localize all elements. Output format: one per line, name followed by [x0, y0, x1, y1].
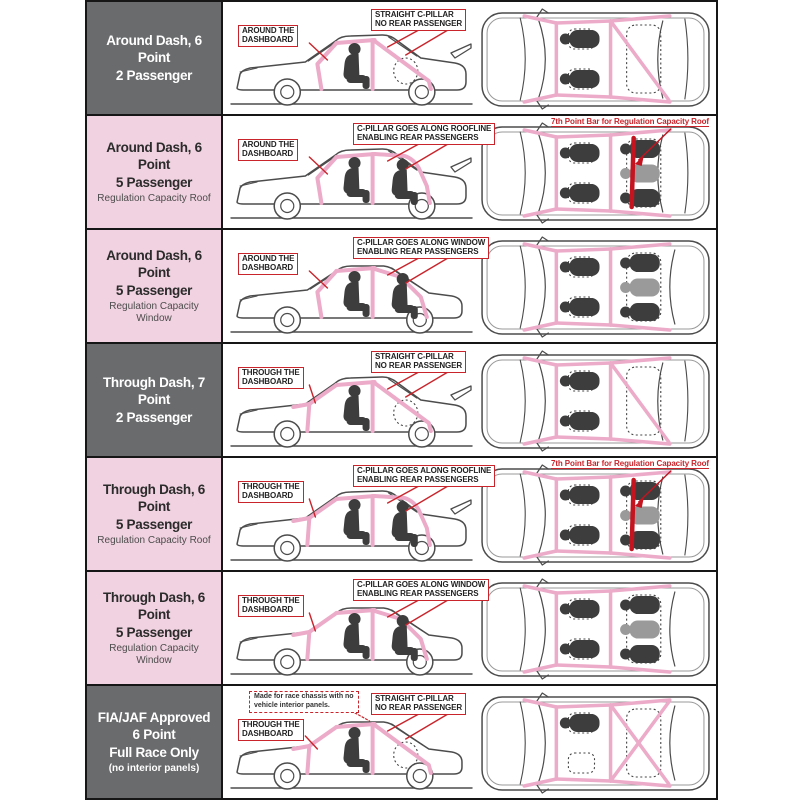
row-title-line: 2 Passenger [115, 67, 193, 83]
table-row-through-dash-6-point-5-passenger-roof [87, 458, 716, 572]
row-diagram-cell [223, 116, 716, 228]
row-label-cell [87, 686, 223, 798]
callout-line: AROUND THE [242, 140, 295, 149]
callout-line: STRAIGHT C-PILLAR [375, 10, 454, 19]
callout-line: DASHBOARD [242, 490, 294, 500]
row-title [91, 139, 217, 191]
row-title [98, 709, 210, 761]
row-title-line: 5 Passenger [115, 174, 193, 190]
callout-line: STRAIGHT C-PILLAR [375, 694, 454, 703]
callout-line: DASHBOARD [242, 604, 294, 614]
table-row-through-dash-7-point-2-passenger [87, 344, 716, 458]
c-pillar-callout [371, 351, 466, 373]
row-diagram-cell [223, 686, 716, 798]
callout-line: NO REAR PASSENGER [375, 360, 463, 370]
row-diagram-cell [223, 458, 716, 570]
seventh-point-bar-note: 7th Point Bar for Regulation Capacity Roof [550, 117, 709, 126]
row-sub-label: Regulation Capacity Window [109, 642, 199, 666]
row-label-cell [87, 230, 223, 342]
c-pillar-callout [353, 579, 489, 601]
row-sub-label: Regulation Capacity Window [109, 300, 199, 324]
table-row-around-dash-6-point-5-passenger-roof [87, 116, 716, 230]
row-title-line: Through Dash, 7 Point [102, 375, 205, 408]
dashboard-callout [238, 481, 304, 503]
car-side-and-top-view-diagram [223, 344, 716, 456]
table-row-fia-jaf-approved-6-point-full-race [87, 686, 716, 798]
row-title-line: 5 Passenger [115, 624, 193, 640]
race-note-line: Made for race chassis with no [254, 693, 354, 700]
callout-line: C-PILLAR GOES ALONG ROOFLINE [357, 124, 492, 133]
dashboard-callout [238, 253, 298, 275]
callout-line: THROUGH THE [242, 368, 300, 377]
callout-line: ENABLING REAR PASSENGERS [357, 588, 479, 598]
callout-line: DASHBOARD [242, 34, 294, 44]
callout-line: AROUND THE [242, 26, 295, 35]
c-pillar-callout [371, 693, 466, 715]
row-label-cell [87, 2, 223, 114]
callout-line: STRAIGHT C-PILLAR [375, 352, 454, 361]
c-pillar-callout [353, 123, 495, 145]
row-title-line: Full Race Only [109, 744, 199, 760]
row-diagram-cell [223, 344, 716, 456]
row-label-cell [87, 458, 223, 570]
callout-line: ENABLING REAR PASSENGERS [357, 132, 479, 142]
row-sub-label: (no interior panels) [108, 762, 200, 774]
callout-line: DASHBOARD [242, 728, 294, 738]
row-title-line: 5 Passenger [115, 282, 193, 298]
race-chassis-note [249, 691, 359, 713]
row-sub-label: Regulation Capacity Roof [97, 192, 211, 204]
row-title [91, 481, 217, 533]
dashboard-callout [238, 595, 304, 617]
row-title [91, 32, 217, 84]
callout-line: THROUGH THE [242, 596, 300, 605]
callout-line: C-PILLAR GOES ALONG WINDOW [357, 580, 486, 589]
table-row-around-dash-6-point-2-passenger [87, 2, 716, 116]
callout-line: THROUGH THE [242, 482, 300, 491]
row-title [91, 374, 217, 426]
c-pillar-callout [353, 465, 495, 487]
row-diagram-cell [223, 2, 716, 114]
row-title [91, 589, 217, 641]
car-side-and-top-view-diagram [223, 2, 716, 114]
callout-line: DASHBOARD [242, 376, 294, 386]
callout-line: C-PILLAR GOES ALONG WINDOW [357, 238, 486, 247]
callout-line: AROUND THE [242, 254, 295, 263]
row-label-cell [87, 344, 223, 456]
callout-line: ENABLING REAR PASSENGERS [357, 246, 479, 256]
callout-line: C-PILLAR GOES ALONG ROOFLINE [357, 466, 492, 475]
row-label-cell [87, 572, 223, 684]
dashboard-callout [238, 367, 304, 389]
row-title-line: 5 Passenger [115, 516, 193, 532]
row-title-line: Around Dash, 6 Point [106, 140, 202, 173]
row-title-line: Around Dash, 6 Point [106, 33, 202, 66]
callout-line: NO REAR PASSENGER [375, 18, 463, 28]
callout-line: DASHBOARD [242, 262, 294, 272]
c-pillar-callout [371, 9, 466, 31]
row-title-line: Around Dash, 6 Point [106, 248, 202, 281]
table-row-through-dash-6-point-5-passenger-window [87, 572, 716, 686]
dashboard-callout [238, 719, 304, 741]
row-title-line: FIA/JAF Approved [97, 710, 211, 726]
c-pillar-callout [353, 237, 489, 259]
callout-line: ENABLING REAR PASSENGERS [357, 474, 479, 484]
callout-line: NO REAR PASSENGER [375, 702, 463, 712]
callout-line: THROUGH THE [242, 720, 300, 729]
row-title-line: Through Dash, 6 Point [102, 590, 205, 623]
dashboard-callout [238, 139, 298, 161]
callout-line: DASHBOARD [242, 148, 294, 158]
row-label-cell [87, 116, 223, 228]
table-row-around-dash-6-point-5-passenger-window [87, 230, 716, 344]
row-sub-label: Regulation Capacity Roof [97, 534, 211, 546]
row-title-line: 6 Point [132, 727, 176, 743]
race-note-line: vehicle interior panels. [254, 701, 330, 709]
row-diagram-cell [223, 230, 716, 342]
seventh-point-bar-note: 7th Point Bar for Regulation Capacity Roof [550, 459, 709, 468]
configuration-table [85, 0, 718, 800]
row-diagram-cell [223, 572, 716, 684]
dashboard-callout [238, 25, 298, 47]
row-title-line: 2 Passenger [115, 409, 193, 425]
row-title [91, 247, 217, 299]
row-title-line: Through Dash, 6 Point [102, 482, 205, 515]
